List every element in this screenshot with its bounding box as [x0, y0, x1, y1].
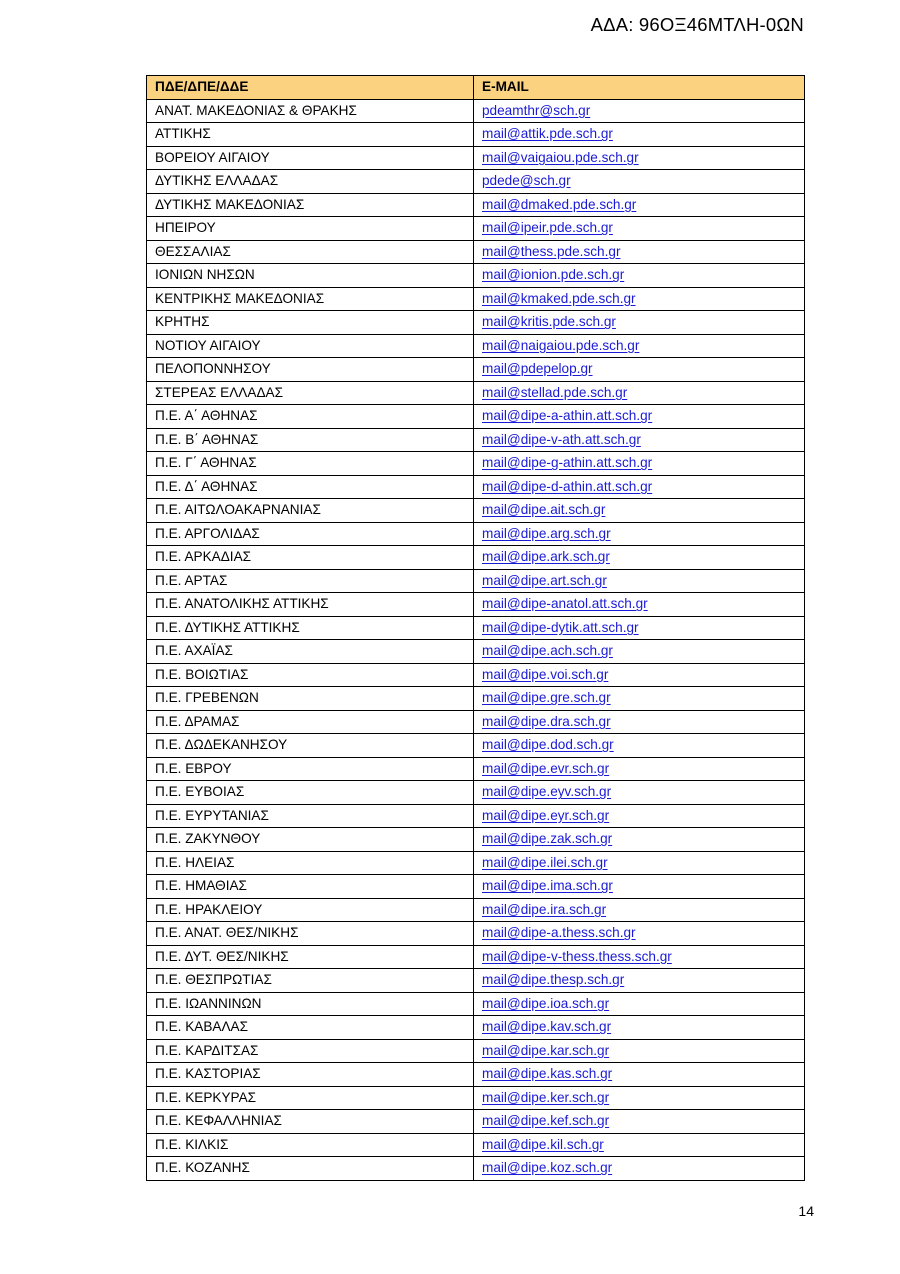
email-link[interactable]: mail@vaigaiou.pde.sch.gr — [482, 149, 639, 165]
email-cell — [474, 734, 805, 758]
table-row — [147, 193, 805, 217]
directorate-name: Π.Ε. ΑΡΚΑΔΙΑΣ — [147, 546, 474, 570]
email-link[interactable]: mail@dipe.ira.sch.gr — [482, 901, 607, 917]
directorate-name: Π.Ε. ΑΡΓΟΛΙΔΑΣ — [147, 522, 474, 546]
directorate-name: ΗΠΕΙΡΟΥ — [147, 217, 474, 241]
directorate-name: Π.Ε. ΚΑΒΑΛΑΣ — [147, 1016, 474, 1040]
table-row — [147, 616, 805, 640]
email-cell — [474, 828, 805, 852]
directorate-email-table — [146, 75, 805, 1181]
email-cell — [474, 287, 805, 311]
directorate-name: Π.Ε. ΑΝΑΤ. ΘΕΣ/ΝΙΚΗΣ — [147, 922, 474, 946]
email-link[interactable]: mail@kmaked.pde.sch.gr — [482, 290, 636, 306]
directorate-name: Π.Ε. ΔΩΔΕΚΑΝΗΣΟΥ — [147, 734, 474, 758]
email-cell — [474, 569, 805, 593]
directorate-name: Π.Ε. ΔΥΤΙΚΗΣ ΑΤΤΙΚΗΣ — [147, 616, 474, 640]
email-link[interactable]: mail@dipe-a.thess.sch.gr — [482, 925, 636, 941]
email-cell — [474, 687, 805, 711]
email-link[interactable]: mail@dipe-anatol.att.sch.gr — [482, 596, 648, 612]
email-link[interactable]: mail@dipe.art.sch.gr — [482, 572, 607, 588]
email-link[interactable]: mail@dmaked.pde.sch.gr — [482, 196, 637, 212]
email-cell — [474, 616, 805, 640]
email-cell — [474, 123, 805, 147]
email-cell — [474, 875, 805, 899]
email-link[interactable]: mail@dipe-g-athin.att.sch.gr — [482, 455, 653, 471]
email-link[interactable]: mail@dipe.koz.sch.gr — [482, 1160, 613, 1176]
email-link[interactable]: mail@ipeir.pde.sch.gr — [482, 220, 613, 236]
email-link[interactable]: mail@dipe.ima.sch.gr — [482, 878, 613, 894]
table-row — [147, 1039, 805, 1063]
directorate-name: ΙΟΝΙΩΝ ΝΗΣΩΝ — [147, 264, 474, 288]
table-row — [147, 1133, 805, 1157]
email-link[interactable]: mail@dipe.eyv.sch.gr — [482, 784, 612, 800]
table-row — [147, 123, 805, 147]
directorate-name: Π.Ε. ΒΟΙΩΤΙΑΣ — [147, 663, 474, 687]
directorate-name: Π.Ε. ΔΥΤ. ΘΕΣ/ΝΙΚΗΣ — [147, 945, 474, 969]
email-link[interactable]: pdeamthr@sch.gr — [482, 102, 591, 118]
directorate-name: ΔΥΤΙΚΗΣ ΜΑΚΕΔΟΝΙΑΣ — [147, 193, 474, 217]
table-row — [147, 381, 805, 405]
table-row — [147, 992, 805, 1016]
directorate-name: Π.Ε. ΖΑΚΥΝΘΟΥ — [147, 828, 474, 852]
email-cell — [474, 99, 805, 123]
table-row — [147, 945, 805, 969]
email-link[interactable]: mail@dipe.ach.sch.gr — [482, 643, 613, 659]
table-row — [147, 311, 805, 335]
page-number: 14 — [798, 1203, 814, 1219]
email-link[interactable]: mail@dipe.ioa.sch.gr — [482, 995, 610, 1011]
table-row — [147, 828, 805, 852]
directorate-name: Π.Ε. ΕΒΡΟΥ — [147, 757, 474, 781]
email-link[interactable]: mail@dipe.evr.sch.gr — [482, 760, 610, 776]
directorate-name: Π.Ε. ΚΑΡΔΙΤΣΑΣ — [147, 1039, 474, 1063]
directorate-name: Π.Ε. ΓΡΕΒΕΝΩΝ — [147, 687, 474, 711]
table-row — [147, 687, 805, 711]
directorate-name: Π.Ε. ΗΡΑΚΛΕΙΟΥ — [147, 898, 474, 922]
email-link[interactable]: mail@dipe.kav.sch.gr — [482, 1019, 612, 1035]
email-link[interactable]: mail@pdepelop.gr — [482, 361, 593, 377]
directorate-name: Π.Ε. Δ΄ ΑΘΗΝΑΣ — [147, 475, 474, 499]
directorate-name: Π.Ε. ΑΙΤΩΛΟΑΚΑΡΝΑΝΙΑΣ — [147, 499, 474, 523]
directorate-name: Π.Ε. Α΄ ΑΘΗΝΑΣ — [147, 405, 474, 429]
table-row — [147, 710, 805, 734]
table-body — [147, 99, 805, 1180]
email-cell — [474, 358, 805, 382]
table-row — [147, 640, 805, 664]
table-row — [147, 1086, 805, 1110]
email-cell — [474, 640, 805, 664]
table-row — [147, 499, 805, 523]
table-row — [147, 757, 805, 781]
email-cell — [474, 193, 805, 217]
email-link[interactable]: mail@naigaiou.pde.sch.gr — [482, 337, 640, 353]
email-link[interactable]: mail@dipe.voi.sch.gr — [482, 666, 609, 682]
email-link[interactable]: mail@dipe.kil.sch.gr — [482, 1136, 604, 1152]
table-row — [147, 1063, 805, 1087]
directorate-name: ΚΡΗΤΗΣ — [147, 311, 474, 335]
directorate-name: Π.Ε. ΑΧΑΪΑΣ — [147, 640, 474, 664]
email-cell — [474, 710, 805, 734]
email-link[interactable]: mail@stellad.pde.sch.gr — [482, 384, 628, 400]
email-link[interactable]: mail@dipe.ark.sch.gr — [482, 549, 610, 565]
email-cell — [474, 1039, 805, 1063]
email-cell — [474, 499, 805, 523]
table-row — [147, 405, 805, 429]
directorate-name: ΝΟΤΙΟΥ ΑΙΓΑΙΟΥ — [147, 334, 474, 358]
column-header-directorate: ΠΔΕ/ΔΠΕ/ΔΔΕ — [147, 76, 474, 100]
email-link[interactable]: mail@dipe.arg.sch.gr — [482, 525, 611, 541]
email-cell — [474, 945, 805, 969]
directorate-name: Π.Ε. ΚΟΖΑΝΗΣ — [147, 1157, 474, 1181]
email-cell — [474, 311, 805, 335]
table-row — [147, 334, 805, 358]
table-row — [147, 922, 805, 946]
directorate-name: Π.Ε. ΗΜΑΘΙΑΣ — [147, 875, 474, 899]
table-row — [147, 898, 805, 922]
table-row — [147, 851, 805, 875]
directorate-name: ΑΤΤΙΚΗΣ — [147, 123, 474, 147]
table-row — [147, 875, 805, 899]
email-link[interactable]: mail@dipe.kas.sch.gr — [482, 1066, 613, 1082]
email-link[interactable]: mail@dipe.gre.sch.gr — [482, 690, 611, 706]
directorate-name: ΠΕΛΟΠΟΝΝΗΣΟΥ — [147, 358, 474, 382]
email-link[interactable]: mail@dipe.thesp.sch.gr — [482, 972, 625, 988]
email-link[interactable]: mail@dipe-v-thess.thess.sch.gr — [482, 948, 672, 964]
email-link[interactable]: mail@dipe.kef.sch.gr — [482, 1113, 610, 1129]
email-link[interactable]: mail@dipe-v-ath.att.sch.gr — [482, 431, 641, 447]
directorate-name: ΒΟΡΕΙΟΥ ΑΙΓΑΙΟΥ — [147, 146, 474, 170]
email-cell — [474, 522, 805, 546]
table-row — [147, 569, 805, 593]
email-cell — [474, 170, 805, 194]
email-cell — [474, 217, 805, 241]
table-row — [147, 969, 805, 993]
email-cell — [474, 757, 805, 781]
table-row — [147, 734, 805, 758]
directorate-name: Π.Ε. ΚΕΡΚΥΡΑΣ — [147, 1086, 474, 1110]
email-link[interactable]: mail@dipe-dytik.att.sch.gr — [482, 619, 639, 635]
email-cell — [474, 1016, 805, 1040]
table-row — [147, 99, 805, 123]
directorate-name: Π.Ε. Β΄ ΑΘΗΝΑΣ — [147, 428, 474, 452]
email-link[interactable]: mail@kritis.pde.sch.gr — [482, 314, 616, 330]
table-row — [147, 428, 805, 452]
table-row — [147, 663, 805, 687]
email-link[interactable]: mail@dipe.dod.sch.gr — [482, 737, 614, 753]
directorate-name: ΣΤΕΡΕΑΣ ΕΛΛΑΔΑΣ — [147, 381, 474, 405]
table-header-row — [147, 76, 805, 100]
email-link[interactable]: mail@ionion.pde.sch.gr — [482, 267, 625, 283]
directorate-name: Π.Ε. ΚΕΦΑΛΛΗΝΙΑΣ — [147, 1110, 474, 1134]
table-row — [147, 264, 805, 288]
table-row — [147, 358, 805, 382]
email-link[interactable]: mail@attik.pde.sch.gr — [482, 126, 613, 142]
email-cell — [474, 1086, 805, 1110]
directorate-name: Π.Ε. ΔΡΑΜΑΣ — [147, 710, 474, 734]
email-cell — [474, 1133, 805, 1157]
directorate-name: ΑΝΑΤ. ΜΑΚΕΔΟΝΙΑΣ & ΘΡΑΚΗΣ — [147, 99, 474, 123]
email-link[interactable]: mail@dipe.ait.sch.gr — [482, 502, 606, 518]
email-cell — [474, 240, 805, 264]
directorate-name: Π.Ε. ΚΙΛΚΙΣ — [147, 1133, 474, 1157]
directorate-name: Π.Ε. Γ΄ ΑΘΗΝΑΣ — [147, 452, 474, 476]
table-row — [147, 1110, 805, 1134]
email-link[interactable]: mail@dipe.ilei.sch.gr — [482, 854, 608, 870]
email-cell — [474, 146, 805, 170]
email-cell — [474, 969, 805, 993]
email-cell — [474, 851, 805, 875]
email-cell — [474, 381, 805, 405]
email-cell — [474, 334, 805, 358]
table-row — [147, 1157, 805, 1181]
email-cell — [474, 452, 805, 476]
directorate-name: ΘΕΣΣΑΛΙΑΣ — [147, 240, 474, 264]
email-cell — [474, 405, 805, 429]
table-row — [147, 1016, 805, 1040]
email-link[interactable]: mail@dipe.zak.sch.gr — [482, 831, 613, 847]
table-row — [147, 287, 805, 311]
email-link[interactable]: pdede@sch.gr — [482, 173, 571, 189]
email-cell — [474, 992, 805, 1016]
email-cell — [474, 1157, 805, 1181]
ada-code: ΑΔΑ: 96ΟΞ46ΜΤΛΗ-0ΩΝ — [590, 14, 804, 35]
directorate-name: Π.Ε. ΑΝΑΤΟΛΙΚΗΣ ΑΤΤΙΚΗΣ — [147, 593, 474, 617]
email-cell — [474, 781, 805, 805]
email-cell — [474, 898, 805, 922]
email-cell — [474, 804, 805, 828]
directorate-name: Π.Ε. ΕΥΡΥΤΑΝΙΑΣ — [147, 804, 474, 828]
email-cell — [474, 428, 805, 452]
table-row — [147, 146, 805, 170]
table-row — [147, 781, 805, 805]
email-cell — [474, 546, 805, 570]
directorate-name: Π.Ε. ΗΛΕΙΑΣ — [147, 851, 474, 875]
email-link[interactable]: mail@dipe.kar.sch.gr — [482, 1042, 610, 1058]
email-cell — [474, 475, 805, 499]
email-link[interactable]: mail@dipe.ker.sch.gr — [482, 1089, 610, 1105]
directorate-name: Π.Ε. ΙΩΑΝΝΙΝΩΝ — [147, 992, 474, 1016]
table-row — [147, 475, 805, 499]
table-row — [147, 217, 805, 241]
email-link[interactable]: mail@dipe.eyr.sch.gr — [482, 807, 610, 823]
email-link[interactable]: mail@dipe-a-athin.att.sch.gr — [482, 408, 653, 424]
table-row — [147, 593, 805, 617]
email-cell — [474, 663, 805, 687]
column-header-email: E-MAIL — [474, 76, 805, 100]
directorate-name: Π.Ε. ΚΑΣΤΟΡΙΑΣ — [147, 1063, 474, 1087]
directorate-name: Π.Ε. ΘΕΣΠΡΩΤΙΑΣ — [147, 969, 474, 993]
email-link[interactable]: mail@thess.pde.sch.gr — [482, 243, 621, 259]
email-cell — [474, 264, 805, 288]
table-row — [147, 522, 805, 546]
table-row — [147, 240, 805, 264]
email-cell — [474, 1110, 805, 1134]
email-cell — [474, 922, 805, 946]
email-link[interactable]: mail@dipe.dra.sch.gr — [482, 713, 611, 729]
directorate-name: ΔΥΤΙΚΗΣ ΕΛΛΑΔΑΣ — [147, 170, 474, 194]
directorate-name: Π.Ε. ΑΡΤΑΣ — [147, 569, 474, 593]
email-link[interactable]: mail@dipe-d-athin.att.sch.gr — [482, 478, 653, 494]
table-row — [147, 546, 805, 570]
directorate-name: Π.Ε. ΕΥΒΟΙΑΣ — [147, 781, 474, 805]
email-cell — [474, 1063, 805, 1087]
table-row — [147, 170, 805, 194]
table-row — [147, 452, 805, 476]
table-row — [147, 804, 805, 828]
email-cell — [474, 593, 805, 617]
directorate-name: ΚΕΝΤΡΙΚΗΣ ΜΑΚΕΔΟΝΙΑΣ — [147, 287, 474, 311]
